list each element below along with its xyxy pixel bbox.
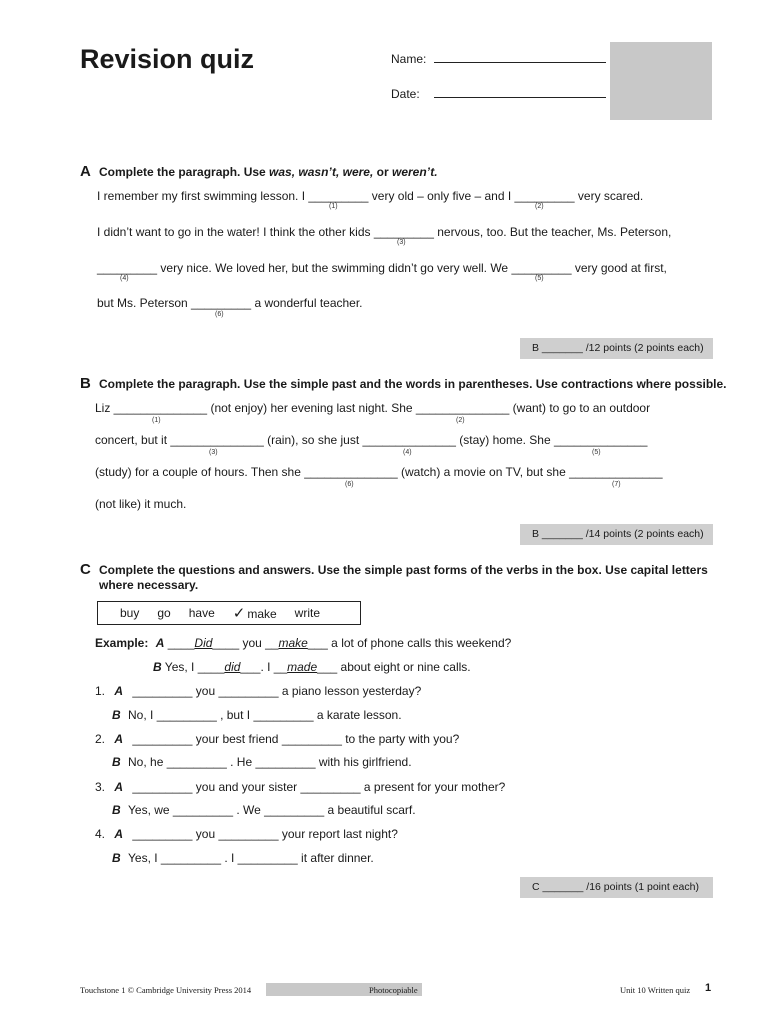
footer-unit: Unit 10 Written quiz — [620, 985, 691, 995]
instruction-words: was, wasn’t, were, — [269, 165, 374, 179]
example-answer: make — [278, 636, 308, 650]
example-text: ____ — [164, 636, 195, 650]
section-a-line-2: I didn’t want to go in the water! I think the other kids _________ nervous, too. But the teacher, Ms. Peterson, — [97, 225, 672, 239]
question-4-a — [95, 827, 398, 841]
question-number: 1. — [95, 684, 106, 698]
speaker-a: A — [114, 684, 124, 698]
question-1-a — [95, 684, 421, 698]
word-make-label: make — [247, 607, 277, 621]
section-a-letter: A — [80, 163, 91, 180]
section-c-instruction-1: Complete the questions and answers. Use the simple past forms of the verbs in the box. Use capital letters — [99, 563, 708, 577]
page-number: 1 — [705, 982, 712, 994]
speaker-a: A — [114, 732, 124, 746]
question-4-b — [112, 851, 374, 865]
section-b-line-4: (not like) it much. — [95, 497, 187, 511]
instruction-or: or — [373, 165, 392, 179]
section-c-instruction-2: where necessary. — [99, 578, 199, 592]
question-1-b — [112, 708, 402, 722]
word-buy: buy — [120, 606, 140, 620]
example-answer: Did — [194, 636, 213, 650]
speaker-a: A — [114, 780, 124, 794]
example-text: ___. I __ — [240, 660, 288, 674]
speaker-b: B — [112, 803, 121, 817]
blank-number: (2) — [535, 203, 544, 210]
word-box — [97, 601, 361, 625]
check-icon: ✓ — [232, 605, 246, 622]
date-field[interactable] — [391, 85, 606, 101]
section-c-letter: C — [80, 561, 91, 578]
example-answer: did — [224, 660, 241, 674]
example-text: Yes, I ____ — [161, 660, 225, 674]
question-text: _________ you _________ your report last night? — [132, 827, 398, 841]
question-text: _________ you _________ a piano lesson yesterday? — [132, 684, 422, 698]
example-text: ___ a lot of phone calls this weekend? — [307, 636, 512, 650]
blank-number: (7) — [612, 481, 621, 488]
blank-number: (4) — [403, 449, 412, 456]
question-3-b — [112, 803, 416, 817]
question-number: 3. — [95, 780, 106, 794]
blank-number: (6) — [345, 481, 354, 488]
section-a-score: B _______ /12 points (2 points each) — [520, 338, 713, 359]
section-b-line-2: concert, but it ______________ (rain), so she just ______________ (stay) home. She ______________ — [95, 433, 648, 447]
section-a-instruction — [99, 165, 438, 179]
instruction-last: weren’t. — [391, 165, 438, 179]
date-label: Date: — [391, 87, 420, 101]
section-b-instruction: Complete the paragraph. Use the simple past and the words in parentheses. Use contractions where possible. — [99, 377, 727, 391]
question-3-a — [95, 780, 505, 794]
section-b-letter: B — [80, 375, 91, 392]
page-title: Revision quiz — [80, 44, 255, 74]
blank-number: (4) — [120, 275, 129, 282]
section-c-score: C _______ /16 points (1 point each) — [520, 877, 713, 898]
word-write: write — [294, 606, 321, 620]
blank-number: (6) — [215, 311, 224, 318]
footer-copyright: Touchstone 1 © Cambridge University Press 2014 — [80, 985, 252, 995]
date-line[interactable] — [434, 85, 606, 98]
word-have: have — [188, 606, 215, 620]
question-text: _________ you and your sister _________ a present for your mother? — [132, 780, 506, 794]
blank-number: (3) — [397, 239, 406, 246]
blank-number: (3) — [209, 449, 218, 456]
section-b-line-3: (study) for a couple of hours. Then she ______________ (watch) a movie on TV, but she ______________ — [95, 465, 663, 479]
example-text: ___ about eight or nine calls. — [317, 660, 471, 674]
section-a-line-1: I remember my first swimming lesson. I _________ very old – only five – and I _________ very scared. — [97, 189, 644, 203]
blank-number: (5) — [592, 449, 601, 456]
example-b-line — [153, 660, 471, 674]
footer-photocopiable: Photocopiable — [369, 985, 418, 995]
section-b-score: B _______ /14 points (2 points each) — [520, 524, 713, 545]
answer-text: No, he _________ . He _________ with his girlfriend. — [128, 755, 412, 769]
answer-text: Yes, we _________ . We _________ a beautiful scarf. — [128, 803, 416, 817]
section-a-line-4: but Ms. Peterson _________ a wonderful teacher. — [97, 296, 363, 310]
blank-number: (2) — [456, 417, 465, 424]
blank-number: (1) — [152, 417, 161, 424]
question-number: 2. — [95, 732, 106, 746]
speaker-a: A — [155, 636, 165, 650]
question-number: 4. — [95, 827, 106, 841]
section-a-line-3: _________ very nice. We loved her, but the swimming didn’t go very well. We _________ very good at first, — [97, 261, 667, 275]
speaker-b: B — [112, 708, 121, 722]
word-make — [233, 604, 277, 622]
example-a-line — [95, 636, 511, 650]
name-label: Name: — [391, 52, 427, 66]
answer-text: Yes, I _________ . I _________ it after dinner. — [128, 851, 374, 865]
word-go: go — [157, 606, 171, 620]
question-2-b — [112, 755, 412, 769]
question-2-a — [95, 732, 459, 746]
example-text: ____ you __ — [212, 636, 279, 650]
score-box — [610, 42, 712, 120]
speaker-b: B — [112, 755, 121, 769]
speaker-b: B — [112, 851, 121, 865]
speaker-b: B — [153, 660, 162, 674]
speaker-a: A — [114, 827, 124, 841]
blank-number: (1) — [329, 203, 338, 210]
section-b-line-1: Liz ______________ (not enjoy) her evening last night. She ______________ (want) to go to an outdoor — [95, 401, 651, 415]
name-field[interactable] — [391, 50, 606, 66]
question-text: _________ your best friend _________ to the party with you? — [132, 732, 460, 746]
instruction-text: Complete the paragraph. Use — [99, 165, 270, 179]
blank-number: (5) — [535, 275, 544, 282]
example-label: Example: — [95, 636, 149, 650]
answer-text: No, I _________ , but I _________ a karate lesson. — [128, 708, 402, 722]
name-line[interactable] — [434, 50, 606, 63]
example-answer: made — [287, 660, 318, 674]
